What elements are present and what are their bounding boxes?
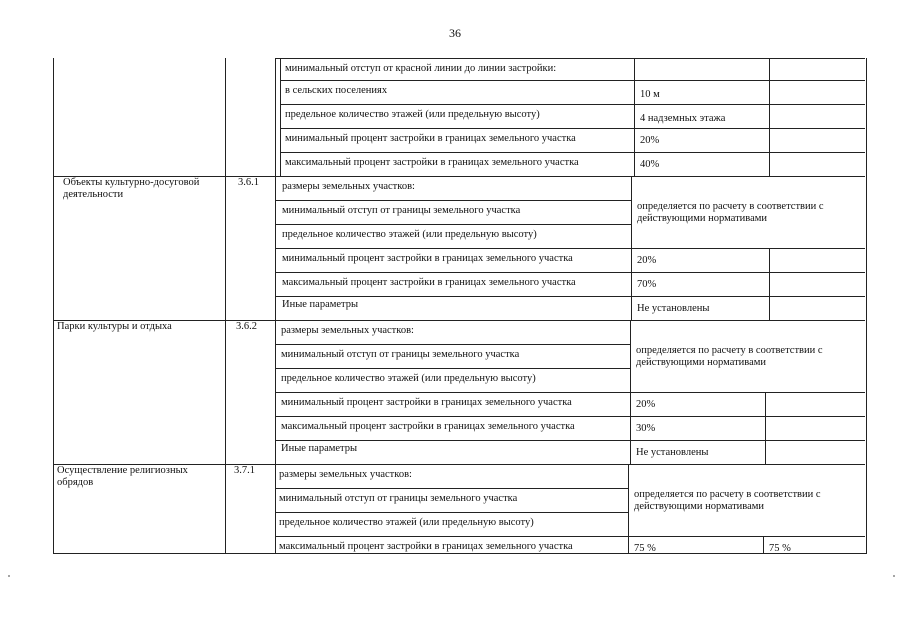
- value-min-percent: 20%: [637, 255, 657, 266]
- row-line: [275, 440, 865, 441]
- row-line: [275, 392, 865, 393]
- param-min-percent: минимальный процент застройки в границах земельного участка: [281, 397, 572, 408]
- param-max-percent: максимальный процент застройки в границах земельного участка: [281, 421, 575, 432]
- value-other: Не установлены: [636, 447, 709, 458]
- col-divider-extra: [769, 58, 770, 176]
- merged-value: определяется по расчету в соответствии с действующими нормативами: [634, 489, 821, 512]
- row-line: [275, 368, 630, 369]
- section-code: 3.6.2: [236, 321, 257, 332]
- param-red-line-offset: минимальный отступ от красной линии до линии застройки:: [285, 63, 557, 74]
- param-floors: предельное количество этажей (или предельную высоту): [285, 109, 540, 120]
- value-max-percent: 30%: [636, 423, 656, 434]
- page-number: 36: [449, 26, 461, 40]
- col-divider-value-s3: [628, 464, 629, 553]
- section-name: Объекты культурно-досуговой деятельности: [63, 177, 200, 200]
- value-max-percent: 75 %: [634, 543, 656, 554]
- section-name: Осуществление религиозных обрядов: [57, 465, 188, 488]
- param-plot-sizes: размеры земельных участков:: [279, 469, 412, 480]
- param-plot-sizes: размеры земельных участков:: [281, 325, 414, 336]
- scan-speck: [893, 575, 895, 577]
- col-divider-extra-s1: [769, 248, 770, 320]
- param-min-percent: минимальный процент застройки в границах земельного участка: [285, 133, 576, 144]
- param-max-percent: максимальный процент застройки в границах земельного участка: [285, 157, 579, 168]
- param-floors: предельное количество этажей (или предельную высоту): [279, 517, 534, 528]
- param-floors: предельное количество этажей (или предельную высоту): [282, 229, 537, 240]
- col-divider-extra-s2: [765, 392, 766, 464]
- col-divider-param-inner: [280, 58, 281, 176]
- row-line: [275, 416, 865, 417]
- param-plot-sizes: размеры земельных участков:: [282, 181, 415, 192]
- param-boundary-offset: минимальный отступ от границы земельного участка: [282, 205, 521, 216]
- row-line: [275, 200, 631, 201]
- value-max-percent: 70%: [637, 279, 657, 290]
- param-other: Иные параметры: [282, 299, 359, 310]
- param-boundary-offset: минимальный отступ от границы земельного участка: [279, 493, 518, 504]
- row-line: [275, 512, 628, 513]
- merged-value: определяется по расчету в соответствии с действующими нормативами: [637, 201, 824, 224]
- value-max-percent: 40%: [640, 159, 660, 170]
- col-divider-value: [634, 58, 635, 176]
- param-max-percent: максимальный процент застройки в границах земельного участка: [279, 541, 573, 552]
- row-line: [275, 296, 865, 297]
- section-name: Парки культуры и отдыха: [57, 321, 172, 332]
- param-boundary-offset: минимальный отступ от границы земельного участка: [281, 349, 520, 360]
- param-max-percent: максимальный процент застройки в границах земельного участка: [282, 277, 576, 288]
- row-line: [275, 58, 865, 59]
- row-line: [280, 80, 865, 81]
- section-code: 3.7.1: [234, 465, 255, 476]
- merged-value: определяется по расчету в соответствии с действующими нормативами: [636, 345, 823, 368]
- col-divider-extra-s3: [763, 536, 764, 553]
- value-floors: 4 надземных этажа: [640, 113, 726, 124]
- param-rural: в сельских поселениях: [285, 85, 388, 96]
- param-min-percent: минимальный процент застройки в границах земельного участка: [282, 253, 573, 264]
- row-line: [275, 224, 631, 225]
- value-other: Не установлены: [637, 303, 710, 314]
- row-line: [280, 152, 865, 153]
- row-line: [275, 488, 628, 489]
- col-divider-param: [275, 58, 276, 553]
- row-line: [275, 248, 865, 249]
- row-line: [280, 104, 865, 105]
- scan-speck: [8, 575, 10, 577]
- row-line: [275, 536, 865, 537]
- value-rural: 10 м: [640, 89, 660, 100]
- row-line: [280, 128, 865, 129]
- value-min-percent: 20%: [640, 135, 660, 146]
- col-divider-code: [225, 58, 226, 553]
- row-line: [275, 272, 865, 273]
- section-code: 3.6.1: [238, 177, 259, 188]
- row-line: [275, 344, 630, 345]
- value-max-percent-extra: 75 %: [769, 543, 791, 554]
- param-other: Иные параметры: [281, 443, 358, 454]
- value-min-percent: 20%: [636, 399, 656, 410]
- param-floors: предельное количество этажей (или предельную высоту): [281, 373, 536, 384]
